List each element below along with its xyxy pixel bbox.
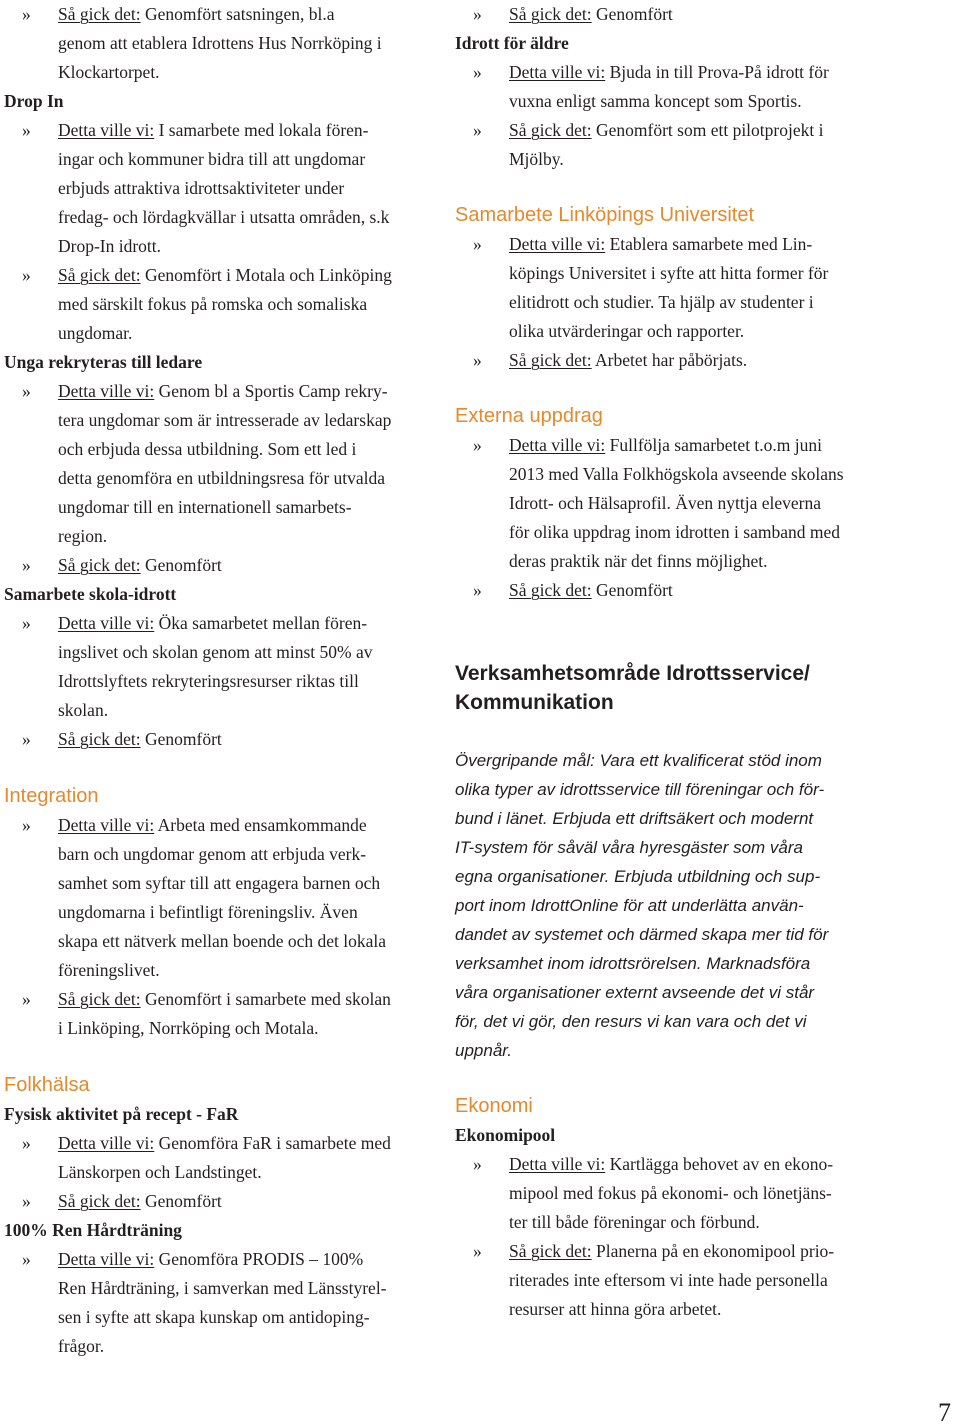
item-label: Detta ville vi: (58, 1249, 155, 1269)
intro-item: » Så gick det: Genomfört satsningen, bl.a genom att etablera Idrottens Hus Norrköping i Klockartorpet. (22, 4, 382, 82)
list-item: » Detta ville vi: Genomföra FaR i samarbete med Länskorpen och Landstinget. (22, 1133, 391, 1182)
list-item: » Detta ville vi: Bjuda in till Prova-På idrott för vuxna enligt samma koncept som Sportis. (473, 62, 829, 111)
list-item: » Detta ville vi: Genomföra PRODIS – 100% Ren Hårdträning, i samverkan med Länsstyrel- sen i syfte att skapa kunskap om antidoping- frågor. (22, 1249, 387, 1356)
page-number: 7 (938, 1398, 951, 1427)
item-label: Detta ville vi: (509, 234, 606, 254)
list-item: » Så gick det: Genomfört (22, 1191, 222, 1211)
item-label: Så gick det: (58, 265, 141, 285)
item-label: Så gick det: (509, 4, 592, 24)
list-item: » Så gick det: Genomfört (22, 729, 222, 749)
list-item: » Så gick det: Genomfört (473, 580, 673, 600)
item-label: Så gick det: (58, 729, 141, 749)
list-item: » Detta ville vi: I samarbete med lokala fören- ingar och kommuner bidra till att ungdomar erbjuds attraktiva idrottsaktiviteter under fredag- och lördagkvällar i utsatta områden, s.k Drop-In idrott. (22, 120, 390, 256)
section-heading: Ekonomi (455, 1095, 533, 1117)
list-item: » Detta ville vi: Arbeta med ensamkommande barn och ungdomar genom att erbjuda verk- samhet som syftar till att engagera barnen och ungdomarna i befintligt föreningsliv. Även skapa ett nätverk mellan boende och det lokala föreningslivet. (22, 815, 386, 980)
list-item: » Detta ville vi: Genom bl a Sportis Camp rekry- tera ungdomar som är intresserade av ledarskap och erbjuda dessa utbildning. Som ett led i detta genomföra en utbildningsresa för utvalda ungdomar till en internationell samarbets- region. (22, 381, 392, 546)
section-subheading: Unga rekryteras till ledare (4, 352, 203, 372)
list-item: » Detta ville vi: Öka samarbetet mellan fören- ingslivet och skolan genom att minst 50% av Idrottslyftets rekryteringsresurser riktas till skolan. (22, 613, 373, 720)
section-heading: Samarbete Linköpings Universitet (455, 204, 755, 226)
left-column (4, 0, 444, 1361)
list-item: » Så gick det: Planerna på en ekonomipool prio- riterades inte eftersom vi inte hade personella resurser att hinna göra arbetet. (473, 1241, 835, 1319)
item-label: Detta ville vi: (509, 435, 606, 455)
item-label: Detta ville vi: (58, 815, 155, 835)
section-subheading: Fysisk aktivitet på recept - FaR (4, 1104, 239, 1124)
list-item: » Så gick det: Genomfört som ett pilotprojekt i Mjölby. (473, 120, 824, 169)
section-heading: Externa uppdrag (455, 405, 603, 427)
item-label: Så gick det: (509, 120, 592, 140)
list-item: » Så gick det: Genomfört (22, 555, 222, 575)
right-column (455, 0, 895, 1324)
item-label: Så gick det: (58, 1191, 141, 1211)
item-label: Så gick det: (58, 989, 141, 1009)
item-label: Detta ville vi: (509, 1154, 606, 1174)
intro-item: » Så gick det: Genomfört (473, 4, 673, 24)
item-label: Så gick det: (509, 580, 592, 600)
item-label: Detta ville vi: (58, 613, 155, 633)
list-item: » Så gick det: Genomfört i Motala och Linköping med särskilt fokus på romska och somaliska ungdomar. (22, 265, 392, 343)
section-subheading: Ekonomipool (455, 1125, 556, 1145)
item-label: Så gick det: (509, 1241, 592, 1261)
item-label: Så gick det: (58, 555, 141, 575)
item-label: Detta ville vi: (509, 62, 606, 82)
section-subheading: Drop In (4, 91, 64, 111)
list-item: » Så gick det: Genomfört i samarbete med skolan i Linköping, Norrköping och Motala. (22, 989, 391, 1038)
item-label: Så gick det: (58, 4, 141, 24)
overall-goal: Övergripande mål: Vara ett kvalificerat stöd inom olika typer av idrottsservice till föreningar och för- bund i länet. Erbjuda ett driftsäkert och modernt IT-system för såväl våra hyresgäster som våra egna organisationer. Erbjuda utbildning och sup- port inom IdrottOnline för att underlätta använ- dandet av systemet och därmed skapa mer tid för verksamhet inom idrottsrörelsen. Marknadsföra våra organisationer externt avseende det vi står för, det vi gör, den resurs vi kan vara och det vi uppnår. (455, 751, 829, 1060)
item-label: Detta ville vi: (58, 381, 155, 401)
area-heading: Verksamhetsområde Idrottsservice/ Kommunikation (455, 662, 810, 714)
list-item: » Detta ville vi: Etablera samarbete med Lin- köpings Universitet i syfte att hitta former för elitidrott och studier. Ta hjälp av studenter i olika utvärderingar och rapporter. (473, 234, 829, 341)
item-label: Så gick det: (509, 350, 592, 370)
section-heading: Integration (4, 785, 99, 807)
section-subheading: 100% Ren Hårdträning (4, 1220, 182, 1240)
section-subheading: Samarbete skola-idrott (4, 584, 177, 604)
list-item: » Detta ville vi: Kartlägga behovet av en ekono- mipool med fokus på ekonomi- och lönetjäns- ter till både föreningar och förbund. (473, 1154, 834, 1232)
item-label: Detta ville vi: (58, 1133, 155, 1153)
list-item: » Detta ville vi: Fullfölja samarbetet t.o.m juni 2013 med Valla Folkhögskola avseende skolans Idrott- och Hälsaprofil. Även nyttja eleverna för olika uppdrag inom idrotten i samband med deras praktik när det finns möjlighet. (473, 435, 844, 571)
section-heading: Folkhälsa (4, 1074, 90, 1096)
item-label: Detta ville vi: (58, 120, 155, 140)
section-subheading: Idrott för äldre (455, 33, 569, 53)
list-item: » Så gick det: Arbetet har påbörjats. (473, 350, 748, 370)
